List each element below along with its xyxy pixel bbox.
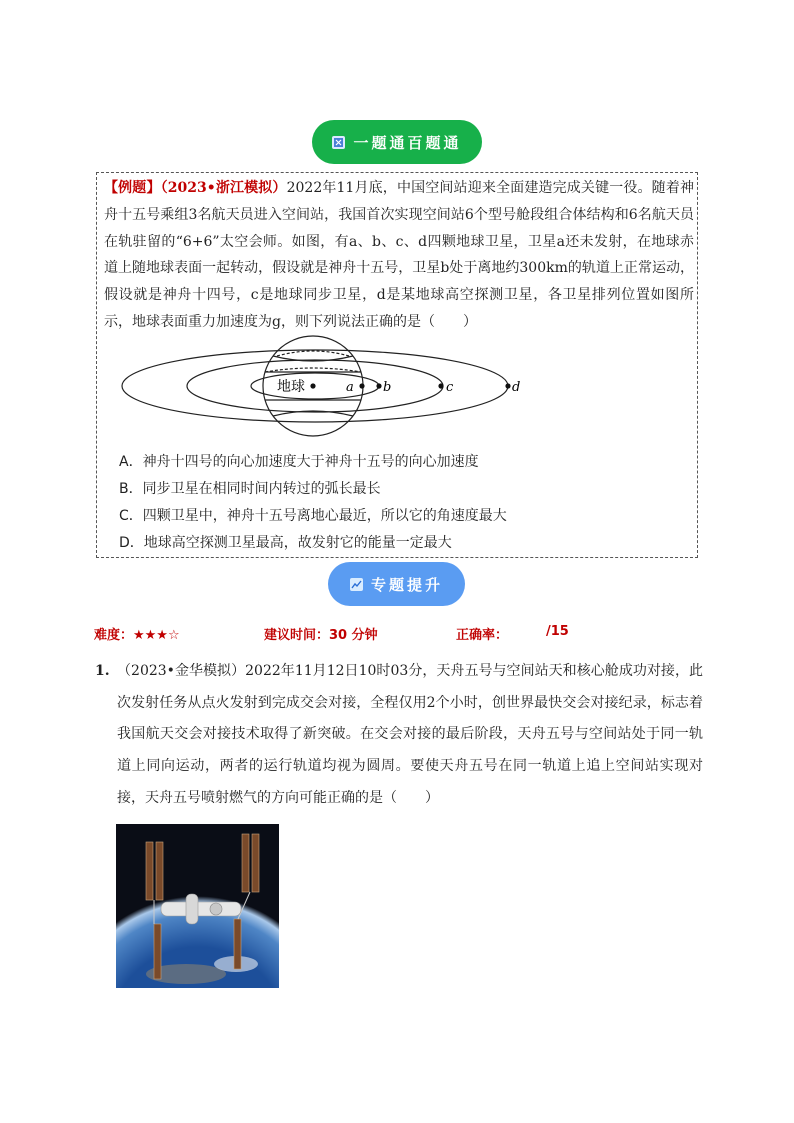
example-text: 2022年11月底，中国空间站迎来全面建造完成关键一役。随着神舟十五号乘组3名航天员进入空间站，我国首次实现空间站6个型号舱段组合体结构和6名航天员在轨驻留的“6+6”太空会师。如图，有a、b、c、d四颗地球卫星，卫星a还未发射，在地球赤道上随地球表面一起转动，假设就是神舟十五号，卫星b处于离地约300km的轨道上正常运动，假设就是神舟十四号，c是地球同步卫星，d是某地球高空探测卫星，各卫星排列位置如图所示，地球表面重力加速度为g，则下列说法正确的是（ ） xyxy=(104,180,694,330)
section-header-pill xyxy=(312,120,482,164)
example-paragraph xyxy=(104,175,694,336)
satellite-a-dot xyxy=(359,383,364,388)
section-pill xyxy=(328,562,465,606)
accuracy-total: /15 xyxy=(546,624,569,639)
example-label: 【例题】 xyxy=(104,180,161,196)
satellite-b-dot xyxy=(376,383,381,388)
hidden-latitude xyxy=(277,351,349,356)
accuracy-label: 正确率： xyxy=(456,628,509,643)
satellite-c-dot xyxy=(438,383,443,388)
chart-icon xyxy=(350,578,363,591)
space-station-image xyxy=(116,824,279,988)
option-b[interactable]: B．同步卫星在相同时间内转过的弧长最长 xyxy=(119,481,381,497)
difficulty-rating: 难度：★★★☆ xyxy=(94,628,180,643)
option-c[interactable]: C．四颗卫星中，神舟十五号离地心最近，所以它的角速度最大 xyxy=(119,508,507,524)
file-icon xyxy=(332,136,345,149)
section-pill-label: 专题提升 xyxy=(370,575,443,594)
example-source: （2023•浙江模拟） xyxy=(160,180,287,196)
hidden-latitude xyxy=(265,368,361,372)
satellite-b-label: b xyxy=(383,380,392,395)
earth-label: 地球 xyxy=(277,379,305,395)
satellite-d-label: d xyxy=(512,380,521,395)
suggested-time: 建议时间：30 分钟 xyxy=(264,628,378,643)
orbit-diagram xyxy=(115,334,525,442)
option-a[interactable]: A．神舟十四号的向心加速度大于神舟十五号的向心加速度 xyxy=(119,454,479,470)
satellite-d-dot xyxy=(505,383,510,388)
option-d[interactable]: D．地球高空探测卫星最高，故发射它的能量一定最大 xyxy=(119,535,452,551)
earth-center-dot xyxy=(310,383,315,388)
header-pill-label: 一题通百题通 xyxy=(353,133,462,152)
question-number: 1. xyxy=(95,663,110,679)
satellite-a-label: a xyxy=(346,380,354,395)
satellite-c-label: c xyxy=(446,380,454,395)
question-text: （2023•金华模拟）2022年11月12日10时03分，天舟五号与空间站天和核心舱成功对接，此次发射任务从点火发射到完成交会对接，全程仅用2个小时，创世界最快交会对接纪录，标志着我国航天交会对接技术取得了新突破。在交会对接的最后阶段，天舟五号与空间站处于同一轨道上同向运动，两者的运行轨道均视为圆周。要使天舟五号在同一轨道上追上空间站实现对接，天舟五号喷射燃气的方向可能正确的是（ ） xyxy=(117,663,703,806)
